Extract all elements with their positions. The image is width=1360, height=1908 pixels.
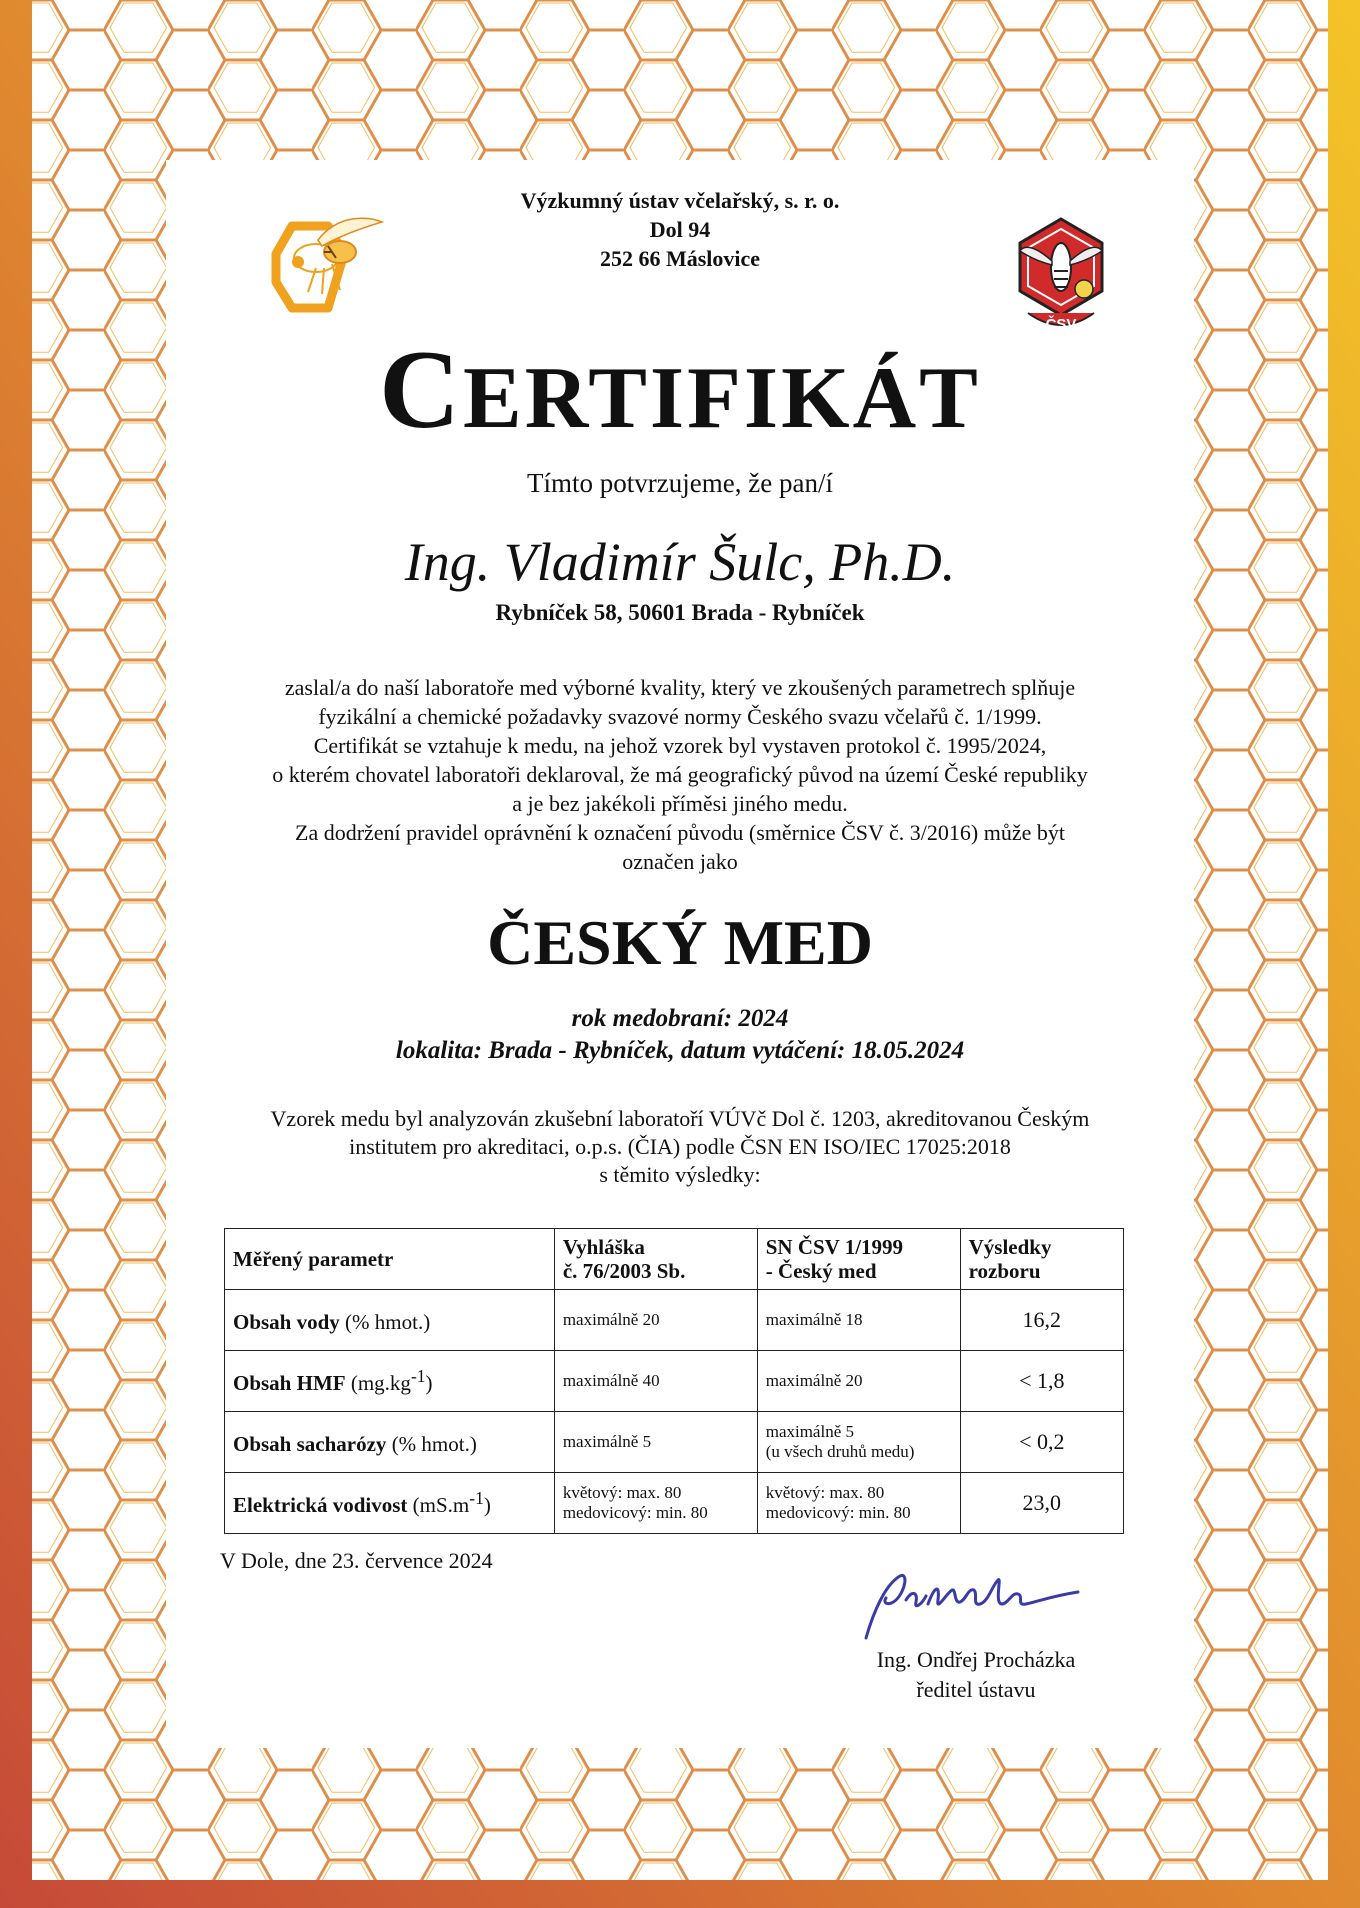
certificate-sheet: [166, 160, 1194, 1748]
header-decree: Vyhláška č. 76/2003 Sb.: [554, 1229, 757, 1290]
organization-address-line2: 252 66 Máslovice: [599, 246, 761, 271]
product-designation: ČESKÝ MED: [487, 907, 873, 978]
result-value: < 1,8: [960, 1351, 1123, 1412]
parameter-cell: Obsah HMF $(mg.kg^{-1})$: [225, 1351, 555, 1412]
recipient-name: Ing. Vladimír Šulc, Ph.D.: [404, 532, 956, 592]
csv-limit-cell: maximálně 18: [757, 1290, 960, 1351]
title-initial: C: [379, 328, 464, 452]
analysis-line: Vzorek medu byl analyzován zkušební laboratoří VÚVč Dol č. 1203, akreditovanou Českým: [270, 1106, 1090, 1131]
statement-line: označen jako: [622, 849, 738, 874]
analysis-line: s těmito výsledky:: [599, 1162, 761, 1187]
statement-line: fyzikální a chemické požadavky svazové normy Českého svazu včelařů č. 1/1999.: [318, 704, 1042, 729]
statement-line: zaslal/a do naší laboratoře med výborné kvality, který ve zkoušených parametrech splňuje: [284, 675, 1076, 700]
table-row: [225, 1412, 1124, 1473]
table-row: [225, 1473, 1124, 1534]
organization-name: Výzkumný ústav včelařský, s. r. o.: [520, 188, 840, 213]
statement-line: Certifikát se vztahuje k medu, na jehož vzorek byl vystaven protokol č. 1995/2024,: [313, 733, 1047, 758]
parameter-cell: Obsah vody (% hmot.): [225, 1290, 555, 1351]
decree-limit-cell: maximálně 5: [554, 1412, 757, 1473]
analysis-line: institutem pro akreditaci, o.p.s. (ČIA) podle ČSN EN ISO/IEC 17025:2018: [349, 1134, 1011, 1159]
statement-line: a je bez jakékoli příměsi jiného medu.: [512, 791, 848, 816]
table-header-row: [225, 1229, 1124, 1290]
statement-line: o kterém chovatel laboratoři deklaroval, že má geografický původ na území České republiky: [272, 762, 1088, 787]
certificate-title: [166, 328, 1194, 454]
signer-block: [816, 1645, 1136, 1705]
signer-role: ředitel ústavu: [916, 1677, 1036, 1702]
csv-limit-cell: maximálně 20: [757, 1351, 960, 1412]
recipient-address: Rybníček 58, 50601 Brada - Rybníček: [495, 600, 865, 625]
result-value: < 0,2: [960, 1412, 1123, 1473]
confirmation-text: Tímto potvrzujeme, že pan/í: [527, 468, 833, 498]
decree-limit-cell: maximálně 20: [554, 1290, 757, 1351]
parameter-cell: Obsah sacharózy (% hmot.): [225, 1412, 555, 1473]
bee-hexagon-logo-icon: [258, 212, 388, 322]
signer-name: Ing. Ondřej Procházka: [876, 1647, 1076, 1672]
certificate-statement: [186, 673, 1174, 876]
analysis-statement: [166, 1105, 1194, 1189]
harvest-info: [166, 1003, 1194, 1067]
result-value: 23,0: [960, 1473, 1123, 1534]
decree-limit-cell: květový: max. 80 medovicový: min. 80: [554, 1473, 757, 1534]
csv-limit-cell: květový: max. 80 medovicový: min. 80: [757, 1473, 960, 1534]
results-table: [224, 1228, 1124, 1534]
csv-bee-emblem-icon: [1014, 215, 1109, 340]
table-row: [225, 1290, 1124, 1351]
handwritten-signature: [856, 1560, 1086, 1650]
parameter-cell: Elektrická vodivost $(mS.m^{-1})$: [225, 1473, 555, 1534]
statement-line: Za dodržení pravidel oprávnění k označení původu (směrnice ČSV č. 3/2016) může být: [295, 820, 1065, 845]
header-results: Výsledky rozboru: [960, 1229, 1123, 1290]
harvest-location-date: lokalita: Brada - Rybníček, datum vytáčení: 18.05.2024: [395, 1037, 965, 1064]
title-rest: ERTIFIKÁT: [463, 350, 981, 447]
header-csv-standard: SN ČSV 1/1999 - Český med: [757, 1229, 960, 1290]
place-and-date: V Dole, dne 23. července 2024: [220, 1548, 493, 1573]
result-value: 16,2: [960, 1290, 1123, 1351]
harvest-year: rok medobraní: 2024: [571, 1005, 789, 1032]
organization-address-line1: Dol 94: [649, 217, 711, 242]
decree-limit-cell: maximálně 40: [554, 1351, 757, 1412]
header-parameter: Měřený parametr: [225, 1229, 555, 1290]
csv-emblem-text: ČSV: [1045, 316, 1077, 333]
table-row: [225, 1351, 1124, 1412]
csv-limit-cell: maximálně 5 (u všech druhů medu): [757, 1412, 960, 1473]
